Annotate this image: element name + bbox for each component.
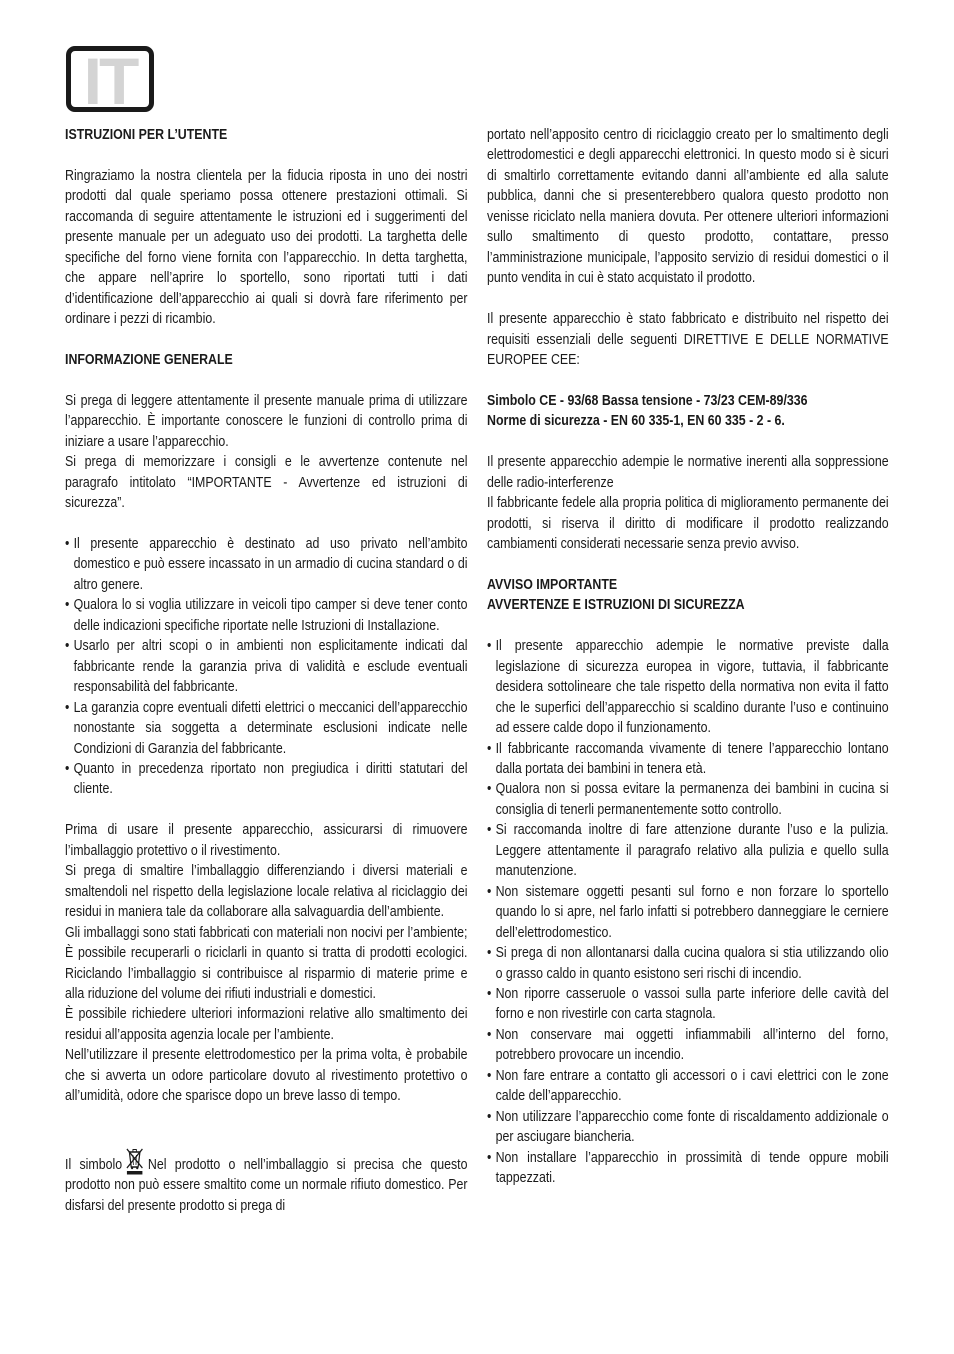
- radio-paragraph: Il presente apparecchio adempie le normative inerenti alla soppressione delle radio-interferenze: [487, 454, 889, 491]
- general-bullet-list: [65, 534, 467, 800]
- safety-heading: AVVERTENZE E ISTRUZIONI DI SICUREZZA: [487, 597, 745, 614]
- disposal-continuation: portato nell’apposito centro di riciclaggio creato per lo smaltimento degli elettrodomestici e degli apparecchi elettronici. In questo modo si è sicuri di smaltirlo correttamente evitando danni all’ambiente ed alla salute pubblica, danni che si presenterebbero qualora questo prodotto non venisse riciclato nella maniera dovuta. Per ottenere ulteriori informazioni sullo smaltimento di questo prodotto, contattare, presso l’amministrazione municipale, l’apposito servizio di residui domestici o il punto vendita in cui è stato acquistato il prodotto.: [487, 127, 889, 287]
- general-paragraph-1: Si prega di leggere attentamente il presente manuale prima di utilizzare l’apparecchio. È importante conoscere le funzioni di controllo prima di iniziare a usare l’apparecchio.: [65, 392, 468, 450]
- ce-line-2: Norme di sicurezza - EN 60 335-1, EN 60 335 - 2 - 6.: [487, 413, 785, 430]
- list-item: • Non conservare mai oggetti infiammabili all’interno del forno, potrebbero provocare un incendio.: [487, 1025, 889, 1066]
- symbol-post-text: Nel prodotto o nell’imballaggio si precisa che questo prodotto non può essere smaltito come un normale rifiuto domestico. Per disfarsi del presente prodotto si prega di: [65, 1156, 468, 1214]
- safety-bullet-list: [487, 636, 889, 1188]
- list-item: • Il presente apparecchio adempie le normative previste dalla legislazione di sicurezza europea in vigore, tuttavia, il fabbricante desidera sottolineare che tale rispetto della normativa non evita il fatto che le superfici dell’apparecchio si scaldino durante l’uso e continuino ad essere calde dopo il funzionamento.: [487, 636, 889, 738]
- packaging-paragraph-5: Nell’utilizzare il presente elettrodomestico per la prima volta, è probabile che si avverta un odore particolare dovuto al rivestimento protettivo o all’umidità, odore che sparisce dopo un breve lasso di tempo.: [65, 1047, 468, 1105]
- language-code: IT: [83, 46, 137, 112]
- list-item: • Non installare l’apparecchio in prossimità di tende oppure mobili tappezzati.: [487, 1148, 889, 1189]
- list-item: • Il fabbricante raccomanda vivamente di tenere l’apparecchio lontano dalla portata dei bambini in tenera età.: [487, 739, 889, 780]
- list-item: • Usarlo per altri scopi o in ambienti non esplicitamente indicati dal fabbricante rende la garanzia priva di validità e esclude eventuali responsabilità del fabbricante.: [65, 636, 467, 697]
- list-item: • Quanto in precedenza riportato non pregiudica i diritti statutari del cliente.: [65, 759, 467, 800]
- left-column: [65, 125, 467, 1216]
- language-badge: [66, 46, 154, 112]
- general-info-heading: INFORMAZIONE GENERALE: [65, 351, 233, 368]
- intro-paragraph: Ringraziamo la nostra clientela per la fiducia riposta in uno dei nostri prodotti dal quale speriamo possa ottenere prestazioni ottimali. Si raccomanda di seguire attentamente le istruzioni ed i suggerimenti del presente manuale per un adeguato uso dei prodotti. La targhetta delle specifiche del forno viene fornita con l’apparecchio. In detta targhetta, che appare nell’aprire lo sportello, sono riportati tutti i dati d’identificazione dell’apparecchio ai quali si dovrà fare riferimento per ordinare i pezzi di ricambio.: [65, 167, 468, 328]
- general-paragraph-2: Si prega di memorizzare i consigli e le avvertenze contenute nel paragrafo intitolato “IMPORTANTE - Avvertenze ed istruzioni di sicurezza”.: [65, 454, 468, 512]
- ce-line-1: Simbolo CE - 93/68 Bassa tensione - 73/23 CEM-89/336: [487, 392, 808, 409]
- important-notice-heading: AVVISO IMPORTANTE: [487, 576, 618, 593]
- list-item: • Qualora non si possa evitare la permanenza dei bambini in cucina si consiglia di tenerli permanentemente sotto controllo.: [487, 779, 889, 820]
- packaging-paragraph-3: Gli imballaggi sono stati fabbricati con materiali non nocivi per l’ambiente; È possibile recuperarli o riciclarli in quanto si tratta di prodotti ecologici. Riciclando l’imballaggio si contribuisce al risparmio di materie prime e alla riduzione del volume dei rifiuti industriali e domestici.: [65, 924, 468, 1002]
- packaging-paragraph-1: Prima di usare il presente apparecchio, assicurarsi di rimuovere l’imballaggio protettivo o il rivestimento.: [65, 822, 468, 859]
- packaging-paragraph-4: È possibile richiedere ulteriori informazioni relative allo smaltimento dei residui all’apposita agenzia locale per l’ambiente.: [65, 1006, 468, 1043]
- list-item: • La garanzia copre eventuali difetti elettrici o meccanici dell’apparecchio nonostante sia soggetta a determinate esclusioni indicate nelle Condizioni di Garanzia del fabbricante.: [65, 698, 467, 759]
- list-item: • Si raccomanda inoltre di fare attenzione durante l’uso e la pulizia. Leggere attentamente il paragrafo relativo alla pulizia e quello sulla manutenzione.: [487, 820, 889, 881]
- right-column: [487, 125, 889, 1188]
- user-instructions-title: ISTRUZIONI PER L’UTENTE: [65, 127, 228, 143]
- symbol-pre-text: Il simbolo: [65, 1156, 123, 1173]
- list-item: • Non utilizzare l’apparecchio come fonte di riscaldamento addizionale o per asciugare biancheria.: [487, 1107, 889, 1148]
- list-item: • Si prega di non allontanarsi dalla cucina qualora si stia utilizzando olio o grasso caldo in quanto esistono seri rischi di incendio.: [487, 943, 889, 984]
- packaging-paragraph-2: Si prega di smaltire l’imballaggio differenziando i diversi materiali e smaltendoli nel rispetto della legislazione locale relativa al riciclaggio dei residui in maniera tale da collaborare alla salvaguardia dell’ambiente.: [65, 863, 468, 921]
- crossed-bin-icon: [126, 1147, 145, 1175]
- list-item: • Qualora lo si voglia utilizzare in veicoli tipo camper si deve tener conto delle indicazioni specifiche riportate nelle Istruzioni di Installazione.: [65, 595, 467, 636]
- symbol-paragraph: [65, 1147, 467, 1216]
- list-item: • Il presente apparecchio è destinato ad uso privato nell’ambito domestico e può essere incassato in un armadio di cucina standard o di altro genere.: [65, 534, 467, 595]
- list-item: • Non riporre casseruole o vassoi sulla parte inferiore delle cavità del forno e non rivestirle con carta stagnola.: [487, 984, 889, 1025]
- manufacturer-paragraph: Il fabbricante fedele alla propria politica di miglioramento permanente dei prodotti, si riserva il diritto di modificare il prodotto realizzando cambiamenti considerati necessarie senza previo avviso.: [487, 495, 889, 553]
- directives-paragraph: Il presente apparecchio è stato fabbricato e distribuito nel rispetto dei requisiti essenziali delle seguenti DIRETTIVE E DELLE NORMATIVE EUROPEE CEE:: [487, 311, 889, 368]
- list-item: • Non sistemare oggetti pesanti sul forno e non forzare lo sportello quando lo si apre, nel farlo infatti si potrebbero danneggiare le cerniere dell’elettrodomestico.: [487, 882, 889, 943]
- list-item: • Non fare entrare a contatto gli accessori o i cavi elettrici con le zone calde dell’apparecchio.: [487, 1066, 889, 1107]
